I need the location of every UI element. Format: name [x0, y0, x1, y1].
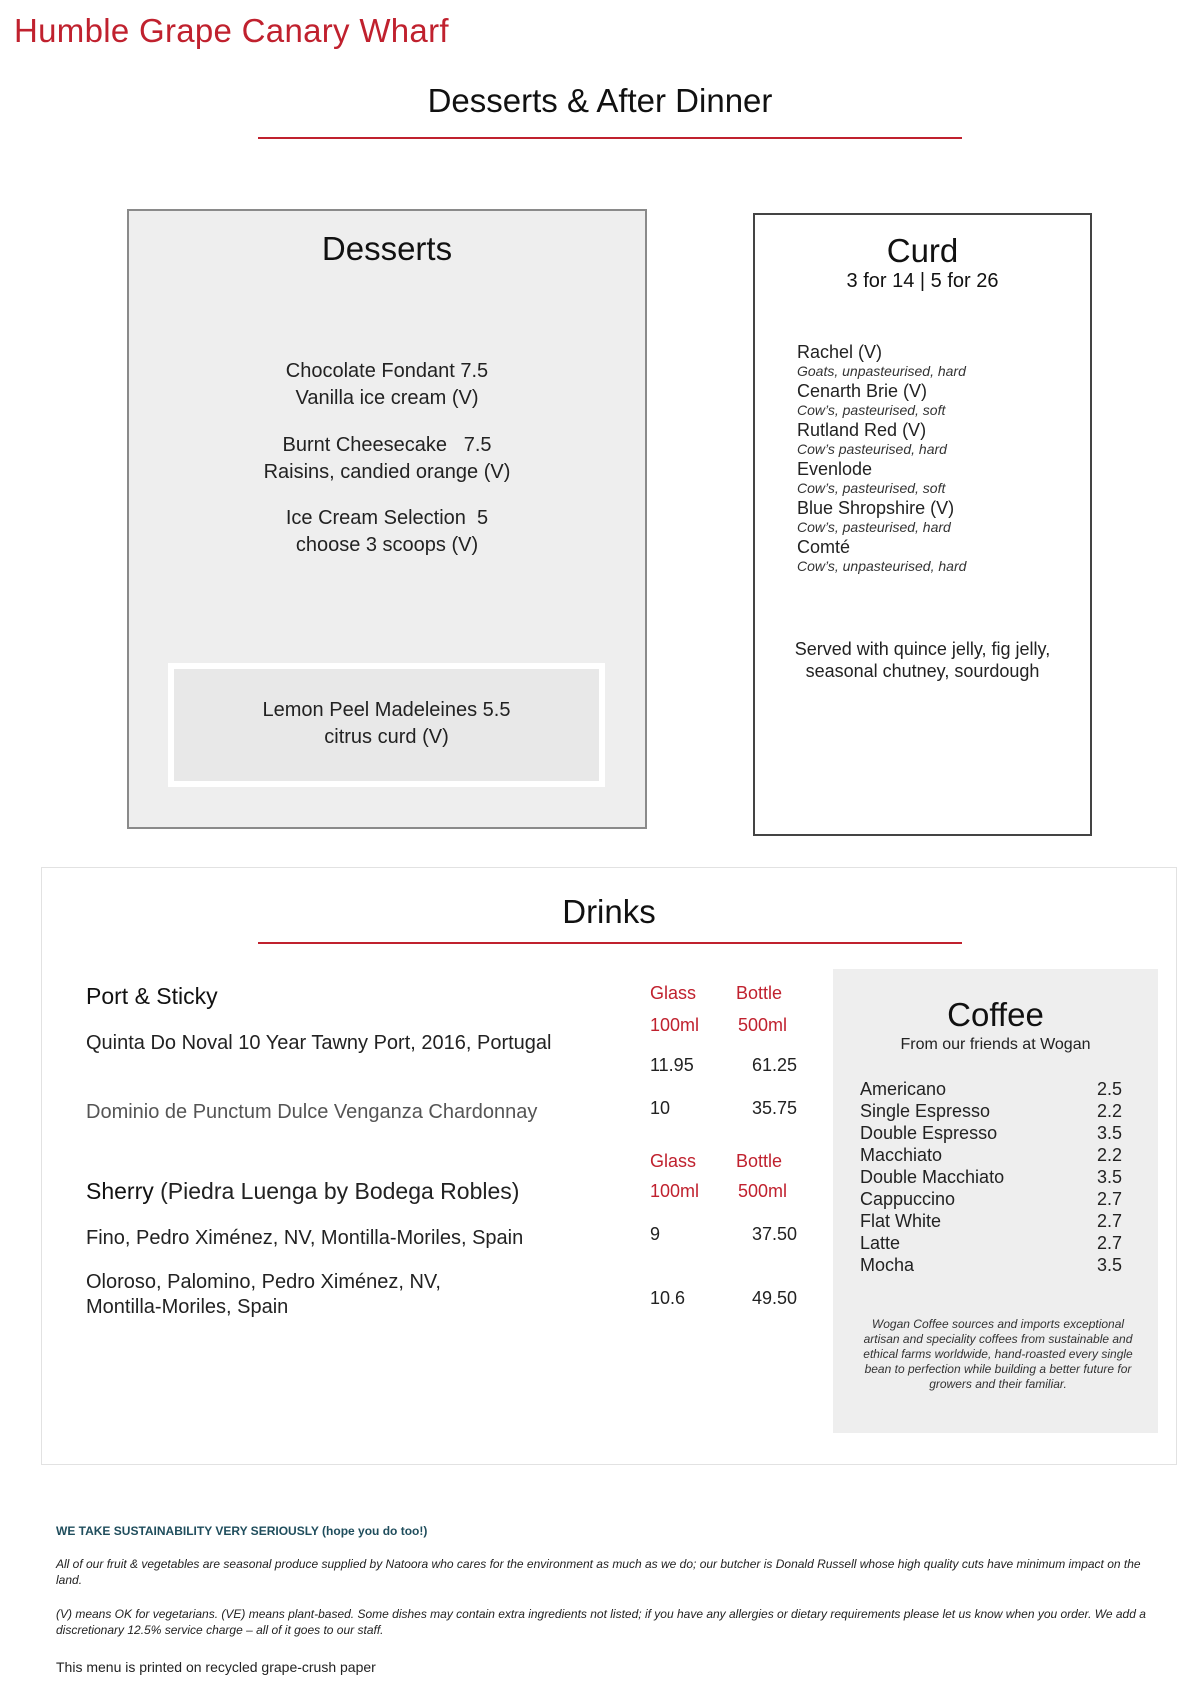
coffee-price: 3.5	[1096, 1167, 1122, 1187]
featured-dessert-price: 5.5	[482, 699, 511, 721]
coffee-price: 2.2	[1096, 1101, 1122, 1121]
coffee-item	[860, 1144, 1122, 1166]
desserts-heading: Desserts	[321, 230, 453, 267]
coffee-name: Macchiato	[860, 1145, 943, 1165]
coffee-price: 3.5	[1096, 1255, 1122, 1275]
page-title: Desserts & After Dinner	[427, 82, 773, 119]
coffee-item	[860, 1078, 1122, 1100]
drink-name: Dominio de Punctum Dulce Venganza Chardonnay	[86, 1101, 538, 1123]
drink-name: Quinta Do Noval 10 Year Tawny Port, 2016, Portugal	[86, 1032, 552, 1054]
cheese-item	[797, 498, 1087, 537]
drink-glass-price: 10	[650, 1098, 671, 1118]
featured-dessert	[168, 697, 605, 751]
dessert-item	[127, 358, 647, 412]
coffee-item	[860, 1122, 1122, 1144]
port-glass-size: 100ml	[650, 1015, 700, 1035]
dessert-name: Burnt Cheesecake	[282, 434, 448, 456]
port-glass-header: Glass	[650, 983, 697, 1003]
sustainability-title: WE TAKE SUSTAINABILITY VERY SERIOUSLY (hope you do too!)	[56, 1524, 428, 1538]
sherry-bottle-header: Bottle	[736, 1151, 783, 1171]
coffee-item	[860, 1232, 1122, 1254]
featured-dessert-name: Lemon Peel Madeleines	[262, 699, 478, 721]
cheese-desc: Goats, unpasteurised, hard	[797, 363, 966, 379]
coffee-heading: Coffee	[947, 996, 1044, 1033]
coffee-name: Cappuccino	[860, 1189, 956, 1209]
drink-glass-price: 9	[650, 1224, 661, 1244]
coffee-note: Wogan Coffee sources and imports exceptional artisan and speciality coffees from sustainable and ethical farms worldwide, hand-roasted every single bean to perfection while building a better future for growers and their familiar.	[863, 1317, 1133, 1391]
drinks-heading: Drinks	[562, 893, 656, 930]
dessert-price: 7.5	[463, 434, 492, 456]
coffee-name: Latte	[860, 1233, 901, 1253]
dessert-price: 7.5	[460, 360, 489, 382]
sherry-glass-size: 100ml	[650, 1181, 700, 1201]
cheese-desc: Cow’s, pasteurised, soft	[797, 480, 946, 496]
drink-name: Oloroso, Palomino, Pedro Ximénez, NV, Montilla-Moriles, Spain	[86, 1271, 441, 1318]
sherry-glass-header: Glass	[650, 1151, 697, 1171]
dessert-desc: choose 3 scoops (V)	[295, 534, 479, 556]
dessert-desc: Vanilla ice cream (V)	[295, 387, 479, 409]
cheese-desc: Cow’s pasteurised, hard	[797, 441, 947, 457]
dessert-name: Ice Cream Selection	[285, 507, 466, 529]
drink-bottle-price: 49.50	[752, 1288, 798, 1308]
sherry-section-title	[86, 1178, 519, 1205]
dessert-price: 5	[477, 507, 489, 529]
drink-glass-price: 11.95	[650, 1055, 694, 1075]
coffee-item	[860, 1254, 1122, 1276]
featured-dessert-desc: citrus curd (V)	[324, 726, 449, 748]
cheese-desc: Cow’s, unpasteurised, hard	[797, 558, 967, 574]
cheese-name: Comté	[797, 537, 851, 557]
drink-bottle-price: 37.50	[752, 1224, 798, 1244]
coffee-list	[860, 1078, 1122, 1276]
cheese-list	[797, 342, 1087, 576]
cheese-item	[797, 459, 1087, 498]
cheese-item	[797, 342, 1087, 381]
sherry-bottle-size: 500ml	[738, 1181, 788, 1201]
title-divider	[258, 137, 962, 139]
cheese-name: Rutland Red (V)	[797, 420, 927, 440]
sherry-subtitle: (Piedra Luenga by Bodega Robles)	[160, 1178, 520, 1204]
coffee-name: Flat White	[860, 1211, 942, 1231]
coffee-name: Double Espresso	[860, 1123, 998, 1143]
coffee-name: Double Macchiato	[860, 1167, 1005, 1187]
restaurant-name: Humble Grape Canary Wharf	[14, 12, 449, 49]
produce-note: All of our fruit & vegetables are seasonal produce supplied by Natoora who cares for the environment as much as we do; our butcher is Donald Russell whose high quality cuts have minimum impact on the land.	[56, 1557, 1141, 1587]
drinks-divider	[258, 942, 962, 944]
port-bottle-size: 500ml	[738, 1015, 788, 1035]
coffee-price: 2.7	[1096, 1189, 1122, 1209]
drink-glass-price: 10.6	[650, 1288, 686, 1308]
cheese-name: Cenarth Brie (V)	[797, 381, 928, 401]
coffee-subtitle: From our friends at Wogan	[900, 1036, 1091, 1053]
drink-bottle-price: 35.75	[752, 1098, 798, 1118]
port-section-title: Port & Sticky	[86, 983, 218, 1009]
coffee-item	[860, 1100, 1122, 1122]
coffee-name: Mocha	[860, 1255, 915, 1275]
coffee-item	[860, 1166, 1122, 1188]
dessert-item	[127, 505, 647, 559]
coffee-price: 3.5	[1096, 1123, 1122, 1143]
curd-served-with: Served with quince jelly, fig jelly, seasonal chutney, sourdough	[794, 639, 1051, 681]
coffee-price: 2.7	[1096, 1233, 1122, 1253]
cheese-item	[797, 420, 1087, 459]
paper-note: This menu is printed on recycled grape-crush paper	[56, 1659, 376, 1675]
cheese-name: Evenlode	[797, 459, 873, 479]
curd-heading: Curd	[886, 232, 959, 269]
coffee-name: Americano	[860, 1079, 947, 1099]
coffee-price: 2.5	[1096, 1079, 1122, 1099]
dietary-note: (V) means OK for vegetarians. (VE) means plant-based. Some dishes may contain extra ingredients not listed; if you have any allergies or dietary requirements please let us know when you order. We add a discretionary 12.5% service charge – all of it goes to our staff.	[56, 1607, 1146, 1637]
dessert-desc: Raisins, candied orange (V)	[263, 461, 511, 483]
drink-bottle-price: 61.25	[752, 1055, 798, 1075]
cheese-item	[797, 537, 1087, 576]
cheese-name: Blue Shropshire (V)	[797, 498, 955, 518]
coffee-price: 2.2	[1096, 1145, 1122, 1165]
dessert-name: Chocolate Fondant	[285, 360, 455, 382]
drink-name: Fino, Pedro Ximénez, NV, Montilla-Moriles, Spain	[86, 1227, 524, 1249]
cheese-name: Rachel (V)	[797, 342, 883, 362]
coffee-item	[860, 1188, 1122, 1210]
sherry-title: Sherry	[86, 1178, 154, 1204]
coffee-price: 2.7	[1096, 1211, 1122, 1231]
curd-price-line: 3 for 14 | 5 for 26	[846, 270, 999, 292]
port-bottle-header: Bottle	[736, 983, 783, 1003]
dessert-item	[127, 432, 647, 486]
cheese-desc: Cow’s, pasteurised, soft	[797, 402, 946, 418]
coffee-item	[860, 1210, 1122, 1232]
coffee-name: Single Espresso	[860, 1101, 991, 1121]
cheese-desc: Cow’s, pasteurised, hard	[797, 519, 951, 535]
cheese-item	[797, 381, 1087, 420]
